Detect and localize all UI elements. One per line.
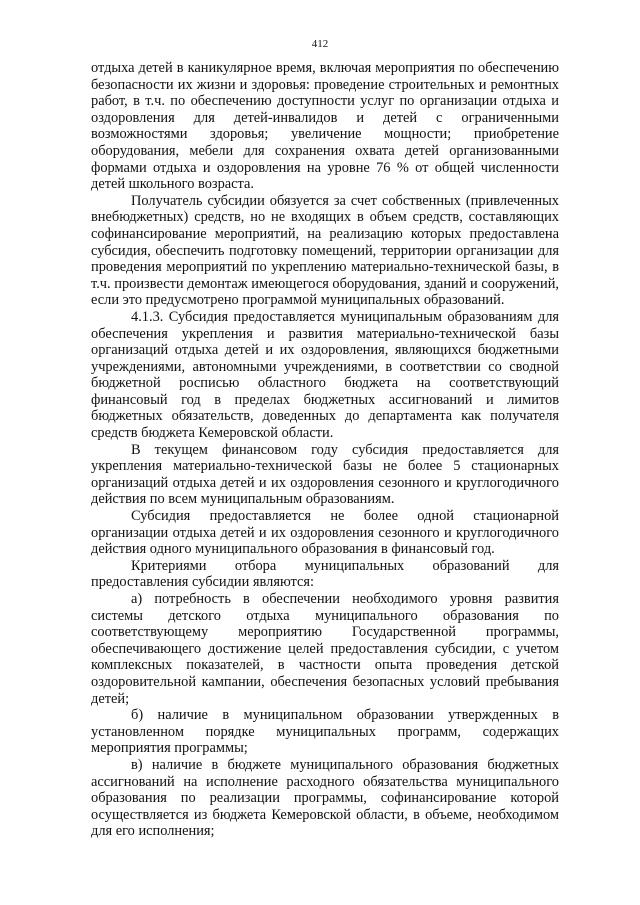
paragraph-9: в) наличие в бюджете муниципального образования бюджетных ассигнований на исполнение расходного обязательства муниципального образования по реализации программы, софинансирование которой осуществляется из бюджета Кемеровской области, в объеме, необходимом для его исполнения; — [91, 756, 559, 840]
paragraph-2: Получатель субсидии обязуется за счет собственных (привлеченных внебюджетных) средств, но не входящих в объем средств, составляющих софинансирование мероприятий, на реализацию которых предоставлена субсидия, обеспечить подготовку помещений, территории организации для проведения мероприятий по укреплению материально-технической базы, в т.ч. произвести демонтаж имеющегося оборудования, зданий и сооружений, если это предусмотрено программой муниципальных образований. — [91, 192, 559, 309]
paragraph-3: 4.1.3. Субсидия предоставляется муниципальным образованиям для обеспечения укрепления и развития материально-технической базы организаций отдыха детей и их оздоровления, являющихся бюджетными учреждениями, автономными учреждениями, в соответствии со сводной бюджетной росписью областного бюджета на соответствующий финансовый год в пределах бюджетных ассигнований и лимитов бюджетных обязательств, доведенных до департамента как получателя средств бюджета Кемеровской области. — [91, 308, 559, 442]
paragraph-5: Субсидия предоставляется не более одной стационарной организации отдыха детей и их оздоровления сезонного и круглогодичного действия одного муниципального образования в финансовый год. — [91, 508, 559, 558]
paragraph-1: отдыха детей в каникулярное время, включая мероприятия по обеспечению безопасности их жизни и здоровья: проведение строительных и ремонтных работ, в т.ч. по обеспечению доступности услуг по организации отдыха и оздоровления для детей-инвалидов и детей с ограниченными возможностями здоровья; увеличение мощности; приобретение оборудования, мебели для сохранения охвата детей организованными формами отдыха и оздоровления на уровне 76 % от общей численности детей школьного возраста. — [91, 60, 559, 193]
paragraph-4: В текущем финансовом году субсидия предоставляется для укрепления материально-технической базы не более 5 стационарных организаций отдыха детей и их оздоровления сезонного и круглогодичного действия по всем муниципальным образованиям. — [91, 441, 559, 508]
paragraph-6: Критериями отбора муниципальных образований для предоставления субсидии являются: — [91, 557, 559, 591]
document-body — [91, 60, 559, 840]
page-number: 412 — [311, 38, 329, 50]
paragraph-7: а) потребность в обеспечении необходимого уровня развития системы детского отдыха муниципального образования по соответствующему мероприятию Государственной программы, обеспечивающего достижение целей предоставления субсидии, с учетом комплексных показателей, в частности опыта проведения детской оздоровительной кампании, обеспечения безопасных условий пребывания детей; — [91, 591, 559, 707]
paragraph-8: б) наличие в муниципальном образовании утвержденных в установленном порядке муниципальных программ, содержащих мероприятия программы; — [91, 707, 559, 757]
